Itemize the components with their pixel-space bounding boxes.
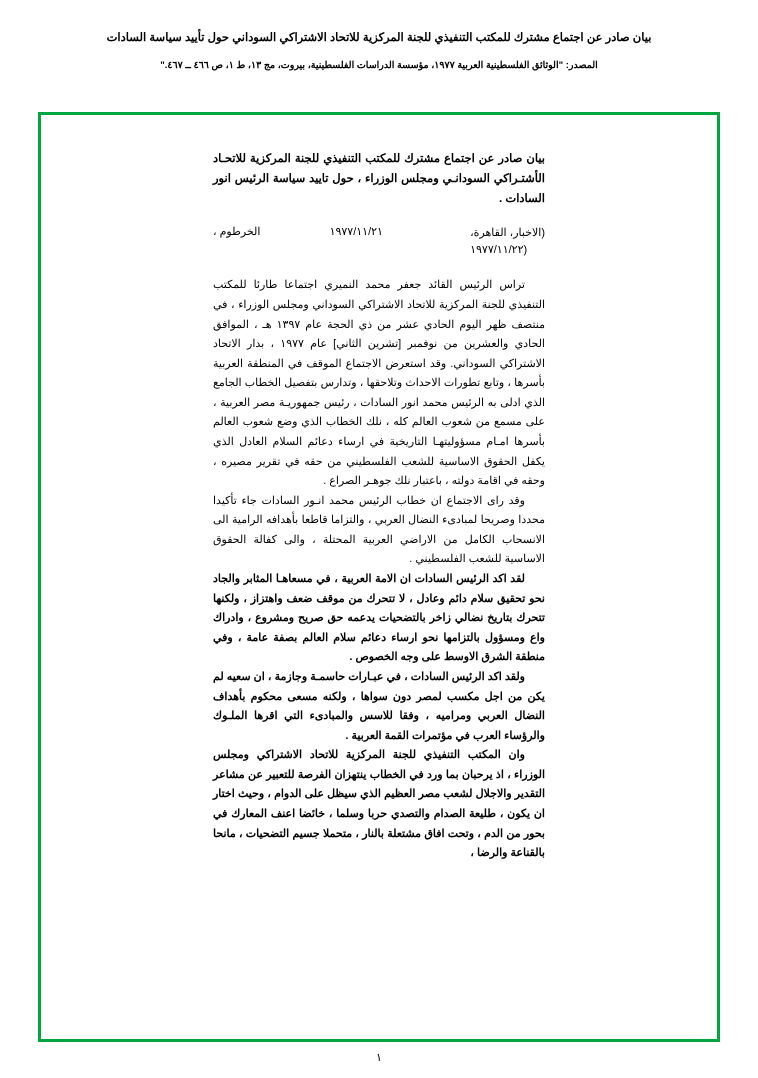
document-header — [0, 0, 758, 74]
dateline-source-line1: (الاخبار، القاهرة، — [470, 227, 545, 240]
statement-heading: بيان صادر عن اجتماع مشترك للمكتب التنفيذي للجنة المركزية للاتحـاد الأشتـراكي السودانـي ومجلس الوزراء ، حول تاييد سياسة الرئيس انور السادات . — [213, 153, 545, 206]
statement-paragraphs — [213, 276, 545, 863]
dateline — [213, 225, 545, 258]
paragraph: وان المكتب التنفيذي للجنة المركزية للاتحاد الاشتراكي ومجلس الوزراء ، اذ يرحبان بما ورد في الخطاب ينتهزان الفرصة للتعبير عن مشاعر التقدير والاجلال لشعب مصر العظيم الذي سيظل على الدوام ، وحيث اختار ان يكون ، طليعة الصدام والتصدي حربا وسلما ، خائضا اعنف المعارك في بحور من الدم ، وتحت افاق مشتعلة بالنار ، متحملا جسيم التضحيات ، مانحا بالقناعة والرضا ، — [213, 749, 545, 860]
green-content-frame — [38, 112, 720, 1042]
page-number: ١ — [376, 1052, 382, 1064]
paragraph: تراس الرئيس القائد جعفر محمد النميري اجتماعا طارئا للمكتب التنفيذي للجنة المركزية للاتحاد الاشتراكي السوداني ومجلس الوزراء ، في منتصف ظهر اليوم الحادي عشر من ذي الحجة عام ١٣٩٧ هـ ، الموافق الحادي والعشرين من نوفمبر [تشرين الثاني] عام ١٩٧٧ ، بدار الاتحاد الاشتراكي السوداني. وقد استعرض الاجتماع الموقف في المنطقة العربية بأسرها ، وتابع تطورات الاحداث وتلاحقها ، وتدارس بتفصيل الخطاب الجامع الذي ادلى به الرئيس محمد انور السادات ، رئيس جمهوريـة مصر العربية ، على مسمع من شعوب العالم كله ، نلك الخطاب الذي وضع شعوب العالم بأسرها امـام مسؤوليتهـا التاريخية في ارساء دعائم السلام العادل الذي يكفل الحقوق الاساسية للشعب الفلسطيني من حقه في تقرير مصيره ، وحقه في اقامة دولته ، باعتبار نلك جوهـر الصراع . — [213, 279, 545, 488]
dateline-city: الخرطوم ، — [213, 226, 261, 239]
dateline-source — [470, 225, 545, 258]
paragraph: لقد اكد الرئيس السادات ان الامة العربية ، في مسعاهـا المثابر والجاد نحو تحقيق سلام دائم وعادل ، لا تتحرك من موقف ضعف واهتزاز ، ولكنها تتحرك بتاريخ نضالي زاخر بالتضحيات يدعمه حق صريح ومشروع ، وادراك واع ومسؤول بالتزامها نحو ارساء دعائم سلام العالم بصفة عامة ، وفي منطقة الشرق الاوسط على وجه الخصوص . — [213, 573, 545, 664]
frame-inner — [41, 115, 717, 1039]
dateline-source-line2: (١٩٧٧/١١/٢٢ — [470, 243, 528, 256]
paragraph: ولقد اكد الرئيس السادات ، في عبـارات حاسمـة وجازمة ، ان سعيه لم يكن من اجل مكسب لمصر دون سواها ، ولكنه مسعى محكوم بأهداف النضال العربي ومراميه ، وفقا للاسس والمبادىء التي اقرها الملـوك والرؤساء العرب في مؤتمرات القمة العربية . — [213, 670, 545, 742]
paragraph: وقد راى الاجتماع ان خطاب الرئيس محمد انـور السادات جاء تأكيدا محددا وصريحا لمبادىء النضال العربي ، والتزاما قاطعا بأهدافه الرامية الى الانسحاب الكامل من الاراضي العربية المحتلة ، والى كفالة الحقوق الاساسية للشعب الفلسطيني . — [213, 494, 545, 566]
document-body — [213, 149, 545, 864]
dateline-date: ١٩٧٧/١١/٢١ — [329, 226, 383, 239]
source-citation: المصدر: "الوثائق الفلسطينية العربية ١٩٧٧، مؤسسة الدراسات الفلسطينية، بيروت، مج ١٣، ط ١، ص ٤٦٦ ــ ٤٦٧." — [160, 60, 598, 72]
page-title: بيان صادر عن اجتماع مشترك للمكتب التنفيذي للجنة المركزية للاتحاد الاشتراكي السوداني حول تأييد سياسة السادات — [106, 32, 652, 44]
